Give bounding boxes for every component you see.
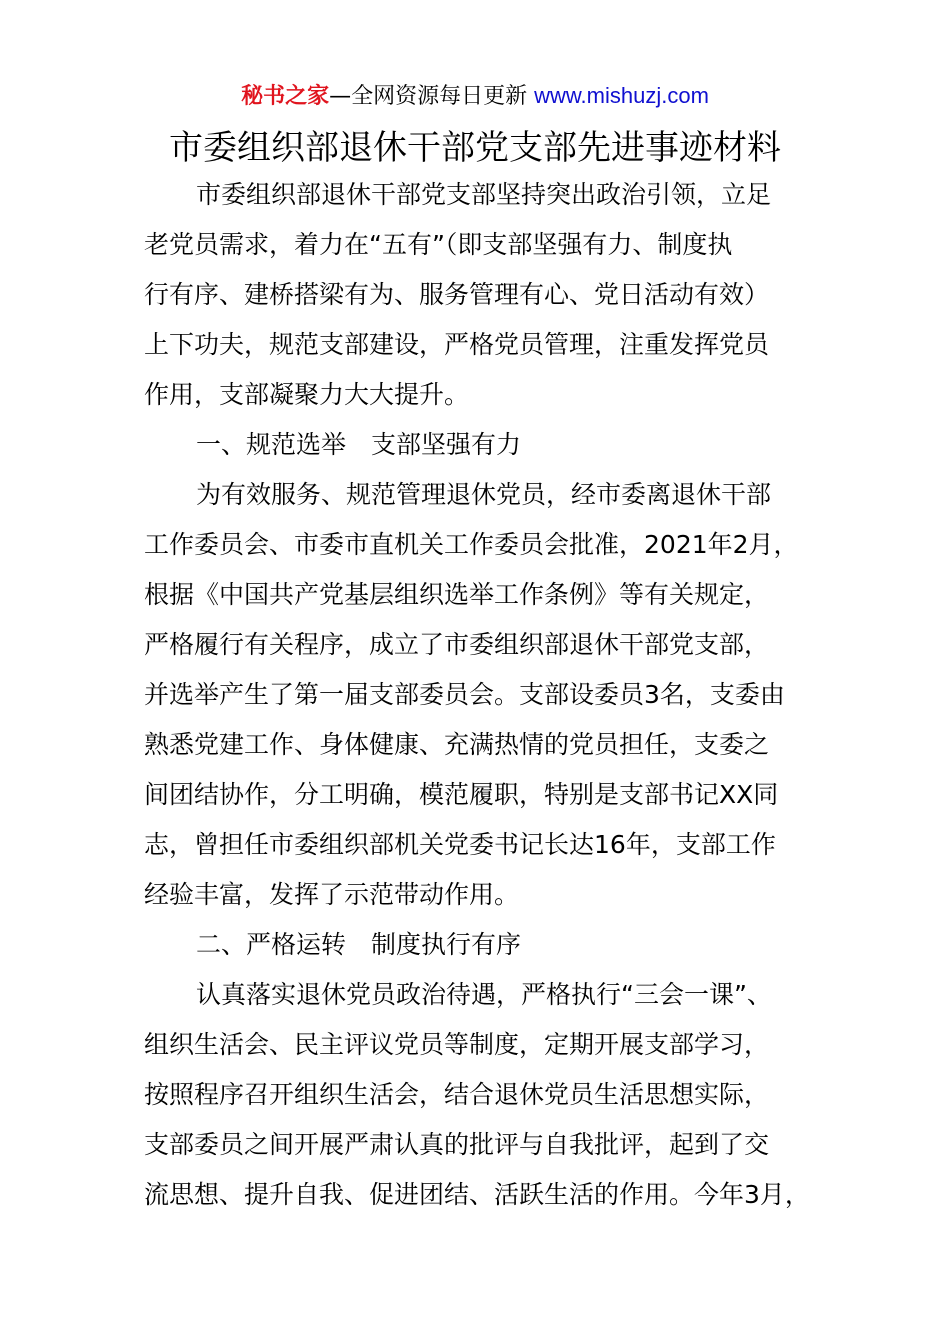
header-tagline: —全网资源每日更新 [329, 84, 535, 109]
text-line: 作用，支部凝聚力大大提升。 [144, 380, 470, 409]
text-line: 市委组织部退休干部党支部坚持突出政治引领，立足 [196, 180, 772, 209]
text-line: 认真落实退休党员政治待遇，严格执行“三会一课”、 [196, 980, 772, 1009]
brand-name: 秘书之家 [241, 84, 330, 109]
text-line: 上下功夫，规范支部建设，严格党员管理，注重发挥党员 [144, 330, 770, 359]
text-line: 一、规范选举 支部坚强有力 [196, 430, 522, 459]
text-line: 根据《中国共产党基层组织选举工作条例》等有关规定， [144, 580, 770, 609]
text-line: 间团结协作，分工明确，模范履职，特别是支部书记XX同 [144, 780, 779, 809]
document-body [144, 170, 844, 1220]
text-line: 志，曾担任市委组织部机关党委书记长达16年，支部工作 [144, 830, 776, 859]
site-header [0, 80, 950, 113]
text-line: 行有序、建桥搭梁有为、服务管理有心、党日活动有效） [144, 280, 770, 309]
text-line: 老党员需求，着力在“五有”（即支部坚强有力、制度执 [144, 230, 733, 259]
text-line: 二、严格运转 制度执行有序 [196, 930, 522, 959]
text-line: 严格履行有关程序，成立了市委组织部退休干部党支部， [144, 630, 770, 659]
text-line: 支部委员之间开展严肃认真的批评与自我批评，起到了交 [144, 1130, 770, 1159]
text-line: 为有效服务、规范管理退休党员，经市委离退休干部 [196, 480, 772, 509]
text-line: 组织生活会、民主评议党员等制度，定期开展支部学习， [144, 1030, 770, 1059]
text-line: 熟悉党建工作、身体健康、充满热情的党员担任，支委之 [144, 730, 770, 759]
site-url-link[interactable]: www.mishuzj.com [534, 83, 709, 108]
text-line: 工作委员会、市委市直机关工作委员会批准，2021年2月， [144, 530, 799, 559]
document-title: 市委组织部退休干部党支部先进事迹材料 [169, 128, 781, 168]
text-line: 按照程序召开组织生活会，结合退休党员生活思想实际， [144, 1080, 770, 1109]
text-line: 经验丰富，发挥了示范带动作用。 [144, 880, 520, 909]
text-line: 并选举产生了第一届支部委员会。支部设委员3名，支委由 [144, 680, 785, 709]
text-line: 流思想、提升自我、促进团结、活跃生活的作用。今年3月， [144, 1180, 810, 1209]
